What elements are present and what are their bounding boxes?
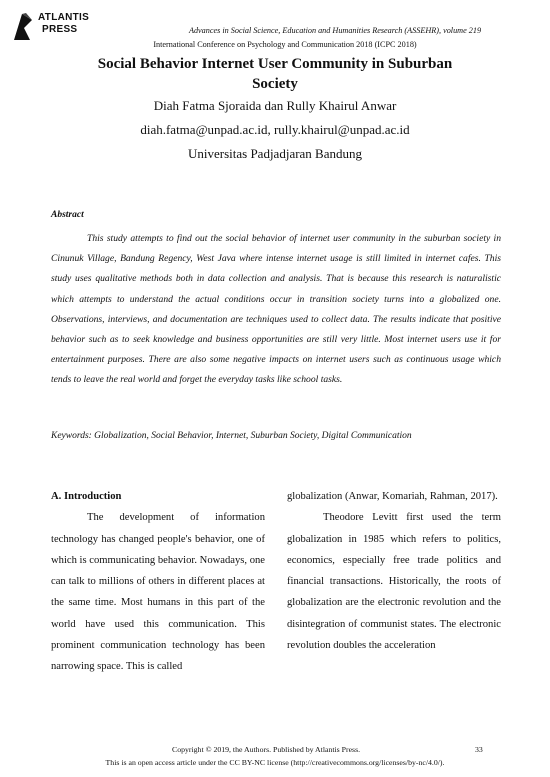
keywords: Keywords: Globalization, Social Behavior, Internet, Suburban Society, Digital Communication	[51, 431, 412, 441]
page-number: 33	[475, 745, 483, 754]
left-column	[51, 486, 265, 678]
author-affiliation: Universitas Padjadjaran Bandung	[187, 146, 362, 161]
right-column	[287, 486, 501, 656]
copyright-notice: Copyright © 2019, the Authors. Published by Atlantis Press.	[172, 745, 361, 754]
body-paragraph: globalization (Anwar, Komariah, Rahman, 2017).	[287, 491, 498, 502]
body-paragraph: The development of information technology has changed people's behavior, one of which is communicating behavior. Nowadays, one can talk to millions of others in different places at the same time. Most humans in this part of the world have used this communication. This prominent communication technology has been narrowing space. This is called	[51, 512, 265, 673]
section-heading: A. Introduction	[51, 491, 122, 502]
publisher-wordmark: ATLANTIS PRESS	[38, 12, 90, 35]
conference-header: International Conference on Psychology and Communication 2018 (ICPC 2018)	[153, 40, 417, 49]
proceedings-header: Advances in Social Science, Education and Humanities Research (ASSEHR), volume 219	[188, 26, 482, 35]
body-paragraph: Theodore Levitt first used the term globalization in 1985 which refers to politics, economics, especially free trade politics and financial transactions. Historically, the roots of globalization are the electronic revolution and the disintegration of communist states. The electronic revolution doubles the acceleration	[287, 512, 501, 652]
license-notice: This is an open access article under the CC BY-NC license (http://creativecommons.org/licenses/by-nc/4.0/).	[105, 758, 445, 767]
paper-title: Social Behavior Internet User Community in Suburban Society	[97, 56, 453, 92]
abstract-heading: Abstract	[51, 210, 84, 220]
author-emails: diah.fatma@unpad.ac.id, rully.khairul@unpad.ac.id	[140, 122, 410, 137]
paper-authors: Diah Fatma Sjoraida dan Rully Khairul Anwar	[153, 98, 397, 113]
abstract-text: This study attempts to find out the social behavior of internet user community in the suburban society in Cinunuk Village, Bandung Regency, West Java where intense internet usage is still limited in internet cafes. This study uses qualitative methods both in data collection and analysis. That is because this research is naturalistic which attempts to understand the actual conditions occur in transition society turns into a globalized one. Observations, interviews, and documentation are techniques used to collect data. The results indicate that positive behavior such as to seek knowledge and business opportunities are still very little. Most internet users use it for entertainment purposes. There are also some negative impacts on internet users such as continuous usage which tends to leave the real world and forget the everyday tasks like school tasks.	[51, 233, 501, 386]
